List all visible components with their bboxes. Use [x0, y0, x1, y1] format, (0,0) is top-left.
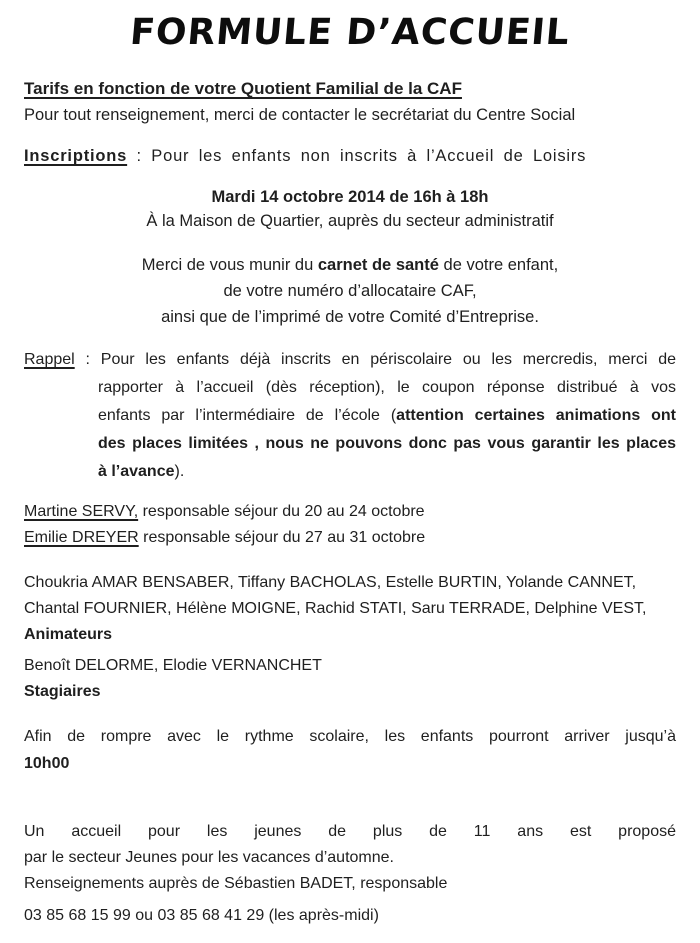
- tarifs-heading-text: Tarifs en fonction de votre Quotient Familial de la CAF: [24, 79, 462, 98]
- rappel-segment: rapporter à l’accueil (dès réception), le coupon réponse distribué à vos: [98, 379, 676, 396]
- inscriptions-text: Pour les enfants non inscrits à l’Accueil de Loisirs: [151, 147, 587, 165]
- rappel-line: [24, 458, 676, 486]
- contact-phones: 03 85 68 15 99 ou 03 85 68 41 29 (les après-midi): [24, 907, 379, 924]
- arrivee-block: [24, 723, 676, 777]
- responsables-block: [24, 499, 676, 551]
- responsable-name: Emilie DREYER: [24, 529, 139, 546]
- rappel-segment: ).: [174, 463, 185, 480]
- rappel-segment: des places limitées , nous ne pouvons donc pas vous garantir les places: [98, 435, 676, 452]
- bring-line-1-bold: carnet de santé: [317, 256, 439, 274]
- stagiaires-block: [24, 653, 676, 705]
- jeunes-line-2: par le secteur Jeunes pour les vacances d’automne.: [24, 849, 394, 866]
- inscriptions-label: Inscriptions: [24, 147, 128, 165]
- responsable-rest: responsable séjour du 27 au 31 octobre: [138, 529, 426, 546]
- rappel-segment: Rappel: [24, 351, 75, 368]
- rappel-segment: enfants par l’intermédiaire de l’école (: [98, 407, 397, 424]
- animateurs-names-line: Chantal FOURNIER, Hélène MOIGNE, Rachid STATI, Saru TERRADE, Delphine VEST,: [24, 600, 647, 617]
- arrivee-time: 10h00: [24, 755, 70, 772]
- stagiaires-role: Stagiaires: [24, 683, 101, 700]
- inscriptions-line: [24, 145, 676, 167]
- bring-line-1: [24, 252, 676, 278]
- bring-line-1-pre: Merci de vous munir du: [141, 256, 318, 274]
- tarifs-heading: [24, 78, 676, 100]
- rappel-paragraph: [24, 346, 676, 486]
- document-page: [24, 8, 676, 927]
- bring-block: [24, 252, 676, 330]
- bring-line-3: ainsi que de l’imprimé de votre Comité d’Entreprise.: [161, 308, 539, 326]
- responsable-rest: responsable séjour du 20 au 24 octobre: [138, 503, 425, 520]
- inscriptions-separator: :: [127, 147, 152, 165]
- responsable-line: [24, 525, 676, 551]
- inscription-place: À la Maison de Quartier, auprès du secteur administratif: [146, 212, 554, 230]
- jeunes-block: [24, 819, 676, 897]
- responsable-line: [24, 499, 676, 525]
- animateurs-block: [24, 570, 676, 648]
- jeunes-line-1: Un accueil pour les jeunes de plus de 11 ans est proposé: [24, 823, 676, 840]
- animateurs-names-line: Choukria AMAR BENSABER, Tiffany BACHOLAS, Estelle BURTIN, Yolande CANNET,: [24, 574, 637, 591]
- stagiaires-names-line: Benoît DELORME, Elodie VERNANCHET: [24, 657, 322, 674]
- rappel-segment: à l’avance: [98, 463, 175, 480]
- bring-line-2: de votre numéro d’allocataire CAF,: [223, 282, 477, 300]
- tarifs-info: Pour tout renseignement, merci de contacter le secrétariat du Centre Social: [24, 106, 576, 124]
- rappel-segment: :: [74, 351, 101, 368]
- arrivee-text: Afin de rompre avec le rythme scolaire, les enfants pourront arriver jusqu’à: [24, 728, 676, 745]
- rappel-line: [24, 402, 676, 430]
- page-title: FORMULE D’ACCUEIL: [128, 12, 572, 53]
- rappel-line: [24, 430, 676, 458]
- animateurs-role: Animateurs: [24, 626, 113, 643]
- rappel-line: [24, 374, 676, 402]
- rappel-segment: attention certaines animations ont: [396, 407, 677, 424]
- bring-line-1-post: de votre enfant,: [438, 256, 559, 274]
- rappel-segment: Pour les enfants déjà inscrits en périscolaire ou les mercredis, merci de: [100, 351, 677, 368]
- inscription-date: Mardi 14 octobre 2014 de 16h à 18h: [211, 188, 489, 206]
- responsable-name: Martine SERVY,: [24, 503, 139, 520]
- rappel-line: [24, 346, 676, 374]
- jeunes-line-3: Renseignements auprès de Sébastien BADET, responsable: [24, 875, 448, 892]
